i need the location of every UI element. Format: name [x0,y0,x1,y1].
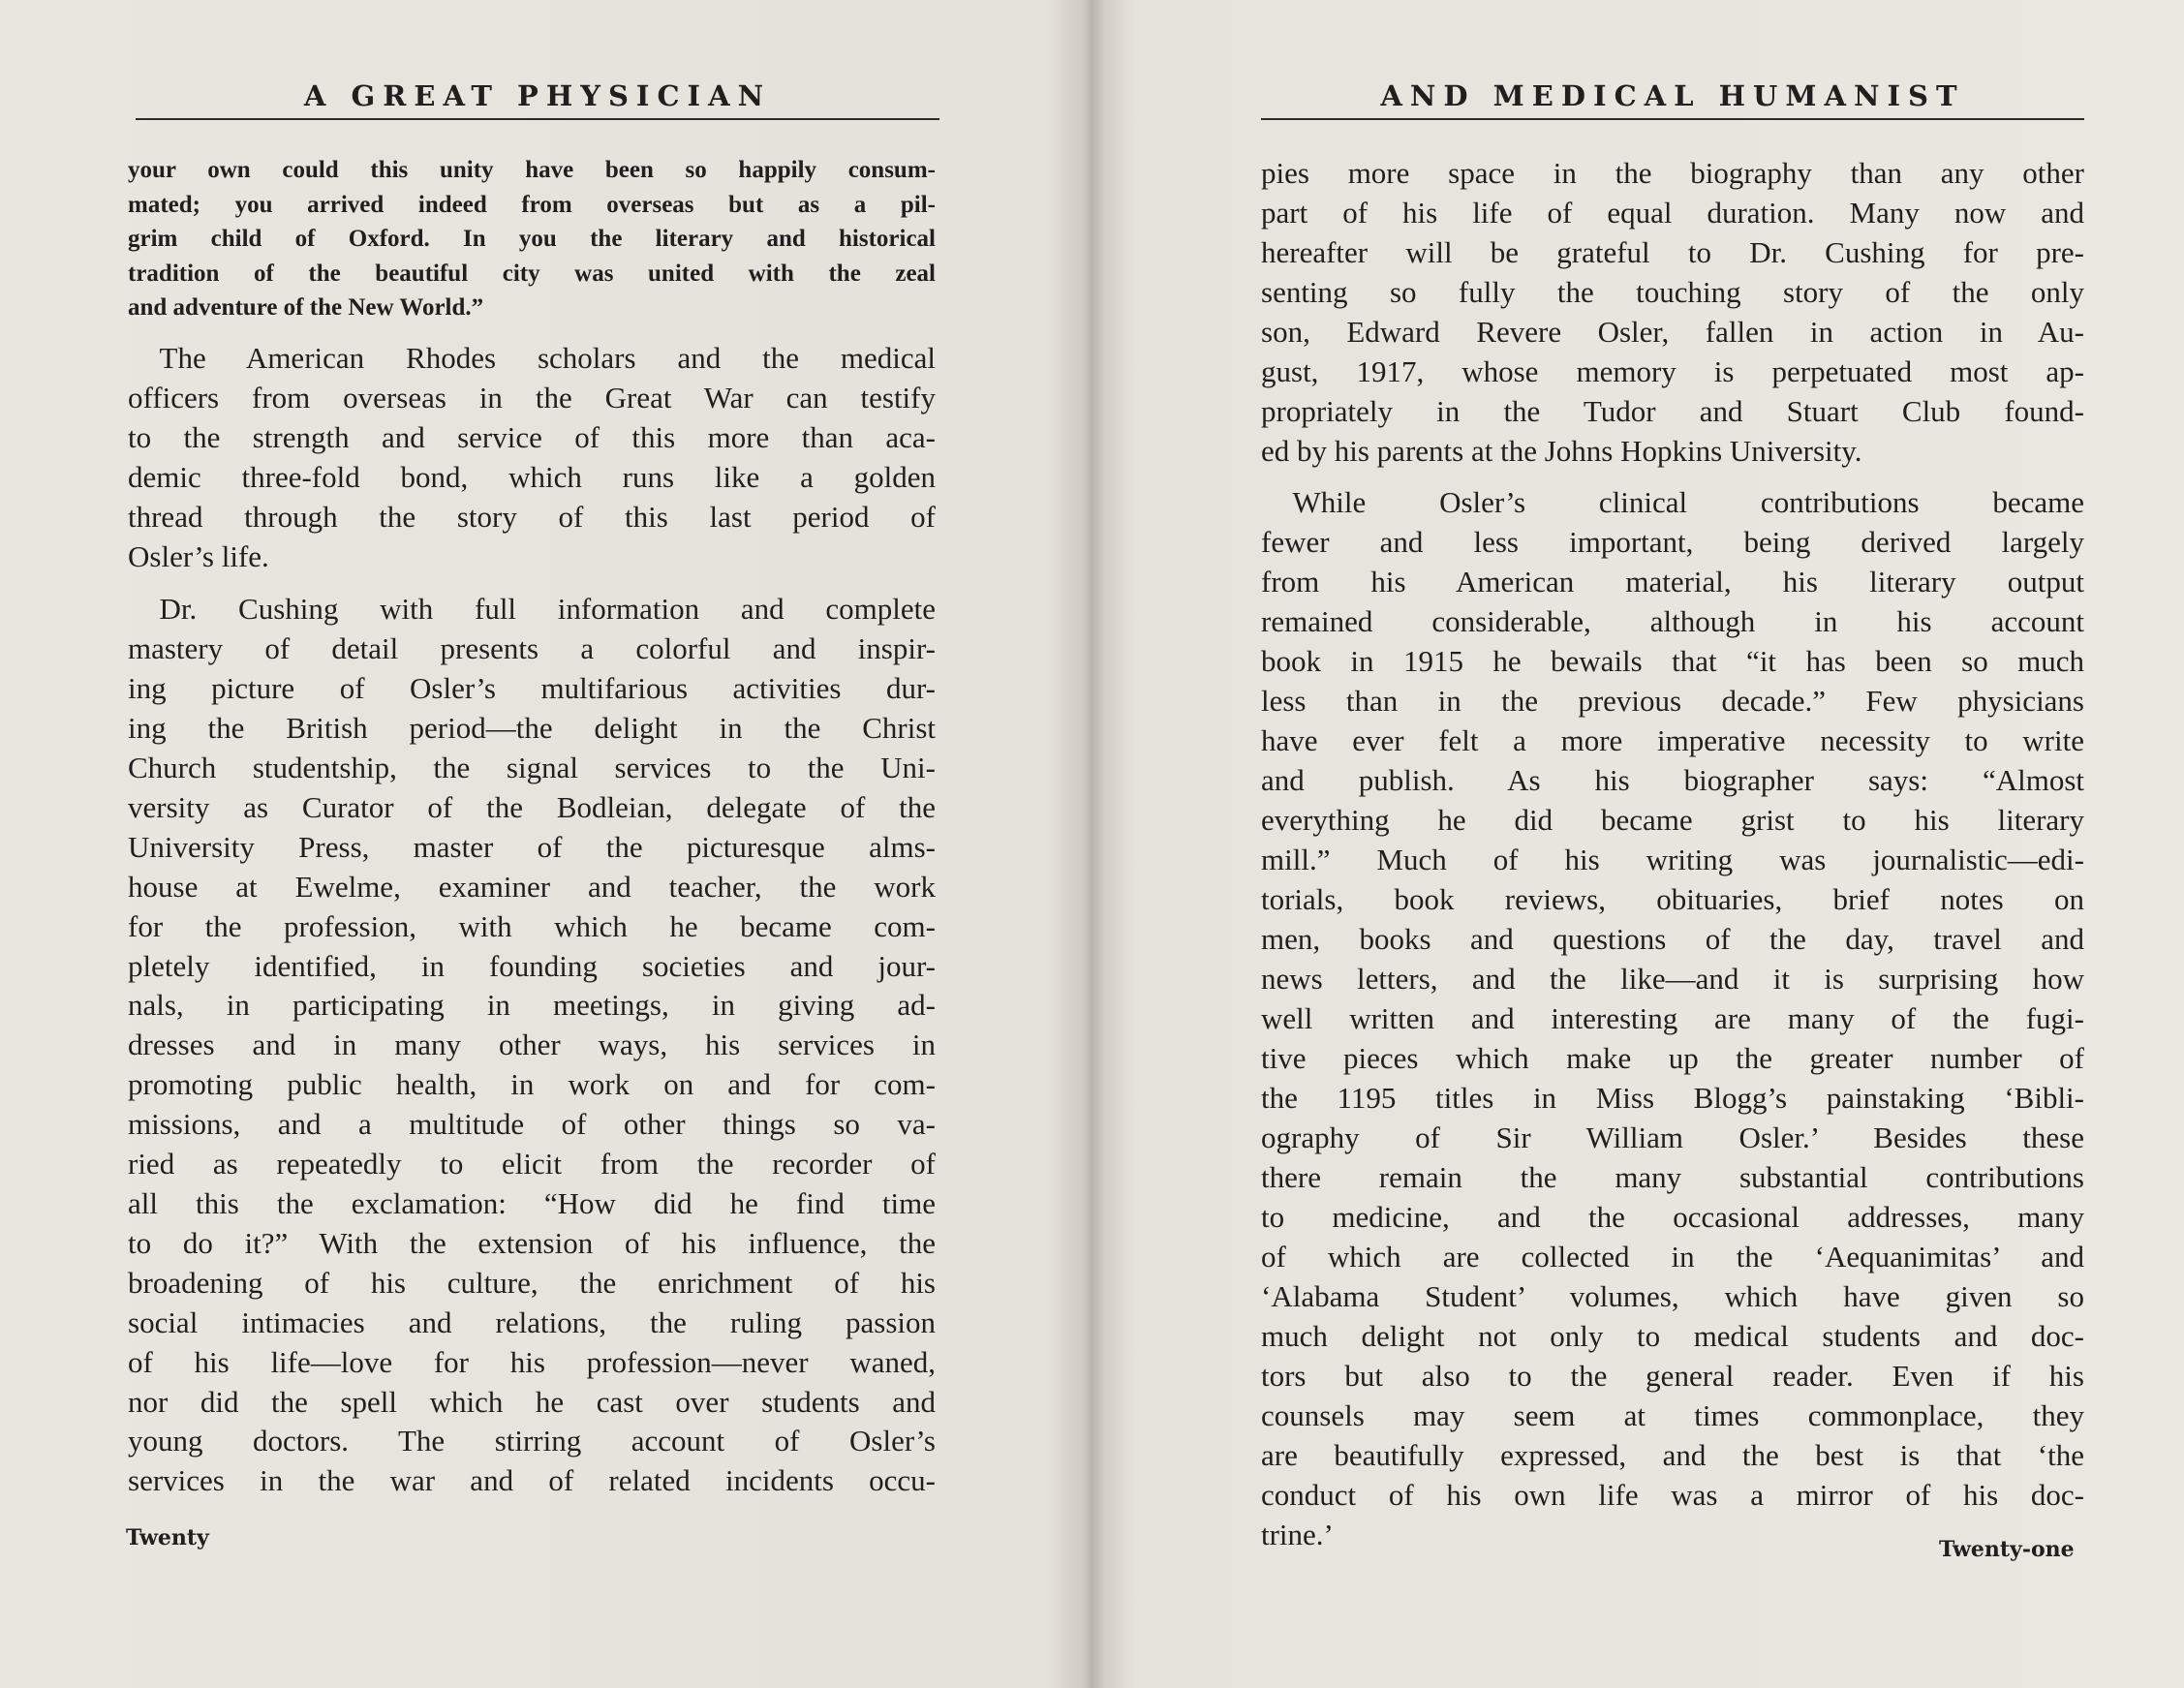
text-line: your own could this unity have been so happily consum- [128,157,936,183]
text-line: propriately in the Tudor and Stuart Club found- [1261,394,2084,428]
right-page [1092,0,2184,1688]
text-line: dresses and in many other ways, his services in [128,1028,936,1062]
text-line: news letters, and the like—and it is surprising how [1261,962,2084,996]
text-line: part of his life of equal duration. Many now and [1261,196,2084,230]
text-line: well written and interesting are many of the fugi- [1261,1001,2084,1035]
war-years-paragraph [1261,153,2084,471]
text-line: less than in the previous decade.” Few physicians [1261,684,2084,718]
text-line: nor did the spell which he cast over students and [128,1384,936,1419]
text-line: tradition of the beautiful city was united with the zeal [128,260,936,287]
text-line: are beautifully expressed, and the best is that ‘the [1261,1438,2084,1472]
rhodes-scholars-paragraph [128,339,936,576]
text-line: remained considerable, although in his account [1261,604,2084,638]
text-line: ography of Sir William Osler.’ Besides these [1261,1120,2084,1154]
text-line: the 1195 titles in Miss Blogg’s painstaking ‘Bibli- [1261,1081,2084,1115]
text-line: conduct of his own life was a mirror of his doc- [1261,1478,2084,1512]
text-line: fewer and less important, being derived largely [1261,525,2084,559]
text-line: senting so fully the touching story of the only [1261,275,2084,309]
text-line: demic three-fold bond, which runs like a golden [128,459,936,494]
page-number-right: Twenty-one [1939,1537,2075,1562]
text-line: While Osler’s clinical contributions became [1292,485,2084,519]
text-line: tive pieces which make up the greater number of [1261,1041,2084,1075]
text-line: house at Ewelme, examiner and teacher, the work [128,869,936,904]
running-head-left: A GREAT PHYSICIAN [136,79,939,120]
text-line: versity as Curator of the Bodleian, delegate of the [128,789,936,824]
text-line: to medicine, and the occasional addresses, many [1261,1200,2084,1234]
text-line: Osler’s life. [128,538,269,573]
closing-quote-paragraph [128,153,936,325]
text-line: thread through the story of this last period of [128,499,936,534]
text-line: everything he did became grist to his literary [1261,803,2084,837]
text-line: and publish. As his biographer says: “Almost [1261,763,2084,797]
text-line: trine.’ [1261,1518,1334,1551]
text-line: broadening of his culture, the enrichment of his [128,1265,936,1300]
text-line: mill.” Much of his writing was journalistic—edi- [1261,843,2084,876]
text-line: missions, and a multitude of other things so va- [128,1107,936,1142]
text-line: young doctors. The stirring account of Osler’s [128,1424,936,1458]
text-line: nals, in participating in meetings, in giving ad- [128,988,936,1023]
left-page [0,0,1085,1688]
text-line: services in the war and of related incidents occu- [128,1463,936,1498]
running-head-right: AND MEDICAL HUMANIST [1261,79,2084,120]
text-line: there remain the many substantial contributions [1261,1160,2084,1194]
text-line: of his life—love for his profession—never waned, [128,1344,936,1379]
text-line: to the strength and service of this more than aca- [128,419,936,454]
text-line: mastery of detail presents a colorful and inspir- [128,631,936,666]
text-line: ing the British period—the delight in the Christ [128,711,936,746]
text-line: men, books and questions of the day, travel and [1261,922,2084,956]
text-line: to do it?” With the extension of his influence, the [128,1225,936,1260]
text-line: all this the exclamation: “How did he find time [128,1186,936,1220]
text-line: University Press, master of the picturesque alms- [128,829,936,864]
text-line: pletely identified, in founding societies and jour- [128,948,936,983]
text-line: ried as repeatedly to elicit from the recorder of [128,1147,936,1182]
text-line: much delight not only to medical students and doc- [1261,1319,2084,1353]
text-line: social intimacies and relations, the ruling passion [128,1304,936,1339]
text-line: Dr. Cushing with full information and complete [159,592,936,627]
cushing-biography-paragraph [128,590,936,1501]
text-line: for the profession, with which he became com- [128,908,936,943]
text-line: ed by his parents at the Johns Hopkins University. [1261,434,1862,468]
text-line: grim child of Oxford. In you the literary and historical [128,226,936,253]
text-line: mated; you arrived indeed from overseas but as a pil- [128,191,936,218]
left-text-block [128,153,936,1501]
text-line: of which are collected in the ‘Aequanimitas’ and [1261,1240,2084,1274]
text-line: hereafter will be grateful to Dr. Cushing for pre- [1261,235,2084,269]
page-number-left: Twenty [126,1525,209,1550]
text-line: tors but also to the general reader. Even if his [1261,1359,2084,1393]
text-line: torials, book reviews, obituaries, brief notes on [1261,882,2084,916]
text-line: Church studentship, the signal services to the Uni- [128,751,936,785]
text-line: The American Rhodes scholars and the medical [159,340,936,375]
text-line: ing picture of Osler’s multifarious activities dur- [128,671,936,706]
text-line: promoting public health, in work on and for com- [128,1067,936,1102]
text-line: and adventure of the New World.” [128,294,484,322]
text-line: book in 1915 he bewails that “it has been so much [1261,644,2084,678]
text-line: gust, 1917, whose memory is perpetuated most ap- [1261,354,2084,388]
text-line: officers from overseas in the Great War can testify [128,380,936,414]
text-line: from his American material, his literary output [1261,565,2084,598]
text-line: pies more space in the biography than any other [1261,156,2084,190]
text-line: son, Edward Revere Osler, fallen in action in Au- [1261,315,2084,349]
text-line: counsels may seem at times commonplace, they [1261,1398,2084,1432]
right-text-block [1261,153,2084,1554]
literary-output-paragraph [1261,482,2084,1554]
text-line: ‘Alabama Student’ volumes, which have given so [1261,1279,2084,1313]
text-line: have ever felt a more imperative necessity to write [1261,723,2084,757]
